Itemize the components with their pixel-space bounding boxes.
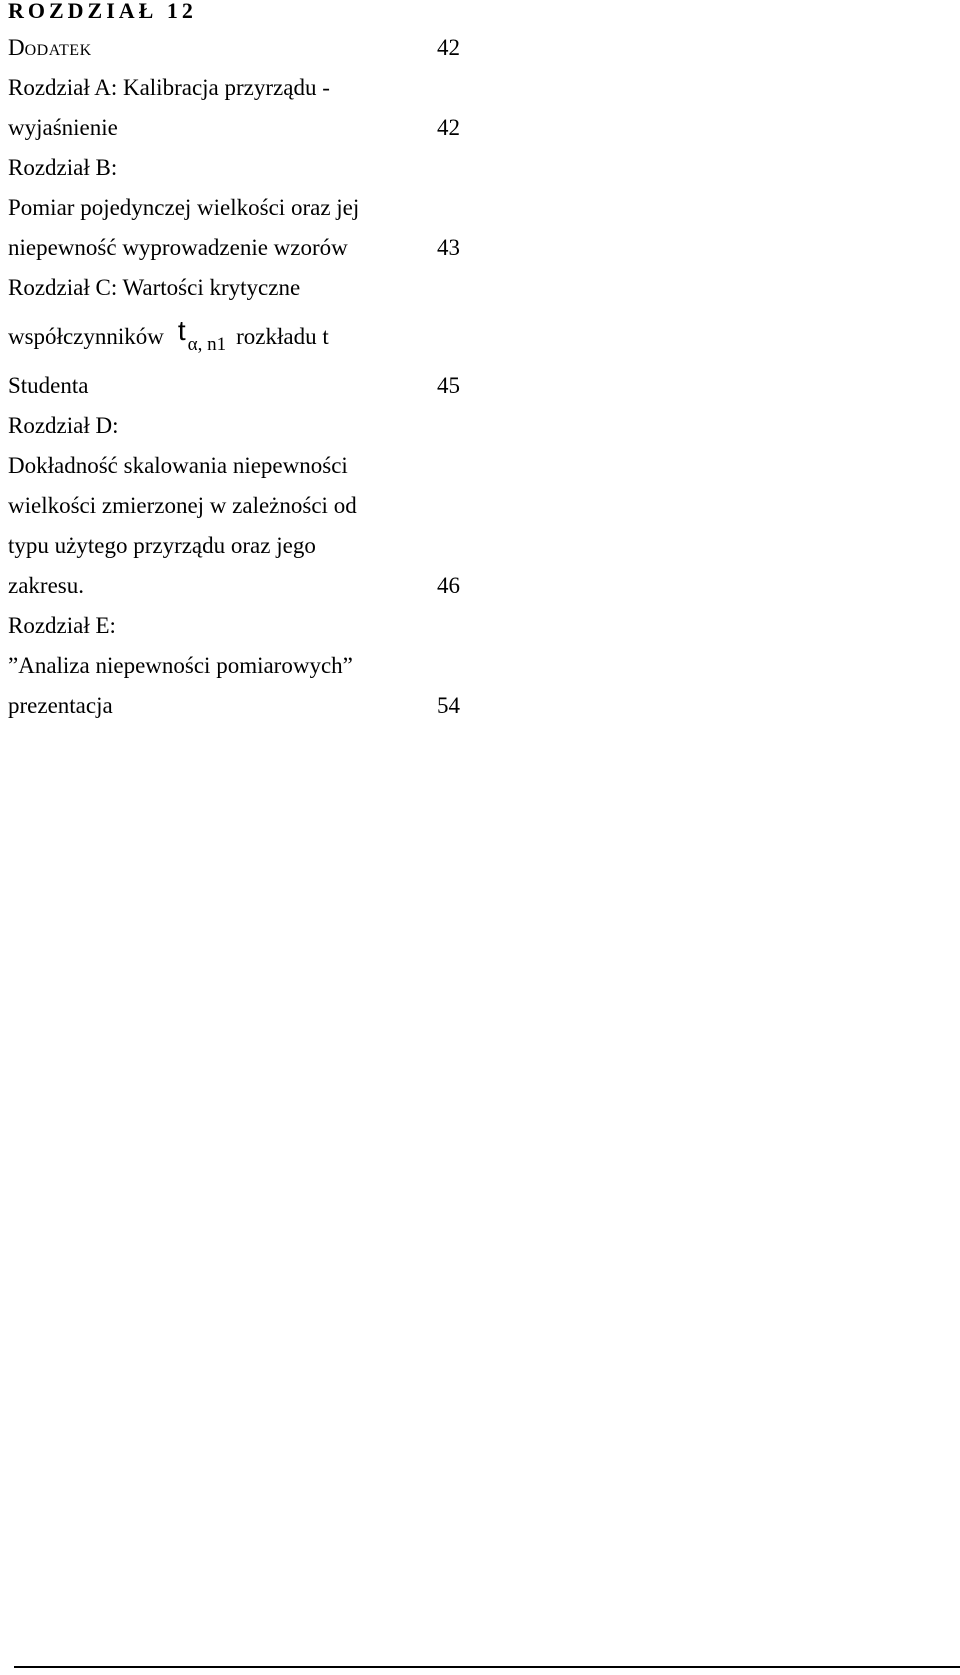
toc-entry-text: Rozdział D:	[8, 413, 119, 438]
toc-entry-text: niepewność wyprowadzenie wzorów	[8, 235, 348, 260]
toc-entry-text: Pomiar pojedynczej wielkości oraz jej	[8, 195, 360, 220]
math-line-before: współczynników	[8, 324, 164, 349]
toc-entry-text: Studenta	[8, 373, 89, 398]
toc-entry-line[interactable]	[8, 148, 460, 188]
toc-entry-text	[8, 28, 92, 68]
toc-entry-line[interactable]	[8, 366, 460, 406]
toc-entry-text: Rozdział A: Kalibracja przyrządu -	[8, 75, 330, 100]
toc-entry-text: Rozdział E:	[8, 613, 116, 638]
toc-entry-line[interactable]	[8, 566, 460, 606]
toc-entry-line[interactable]	[8, 526, 460, 566]
toc-entry-line[interactable]	[8, 68, 460, 108]
toc-entry-line[interactable]	[8, 606, 460, 646]
toc-page-number: 45	[437, 373, 460, 398]
toc-page-number: 42	[437, 115, 460, 140]
toc-entry-line[interactable]	[8, 188, 460, 228]
toc-entry-line[interactable]	[8, 268, 460, 308]
t-subscript: α, n1	[187, 334, 227, 355]
dodatek-rest: odatek	[24, 35, 92, 60]
toc-entry-line[interactable]	[8, 108, 460, 148]
toc-entry-dodatek[interactable]	[8, 28, 460, 68]
toc-entry-text: wielkości zmierzonej w zależności od	[8, 493, 357, 518]
toc-entry-line[interactable]	[8, 646, 460, 686]
toc-entry-text: prezentacja	[8, 693, 113, 718]
toc-entry-line[interactable]	[8, 406, 460, 446]
toc-entry-text: ”Analiza niepewności pomiarowych”	[8, 653, 353, 678]
toc-entry-text: Rozdział B:	[8, 155, 118, 180]
chapter-heading: ROZDZIAŁ 12	[8, 0, 197, 23]
toc-page-number: 43	[437, 235, 460, 260]
toc-entry-text: zakresu.	[8, 573, 84, 598]
bottom-rule	[14, 1666, 960, 1668]
toc-page-number: 42	[437, 35, 460, 60]
toc-entry-line[interactable]	[8, 486, 460, 526]
math-line-after: rozkładu t	[236, 324, 329, 349]
toc-entry-text: wyjaśnienie	[8, 115, 118, 140]
dodatek-initial: D	[8, 35, 25, 60]
toc-entry-text: Rozdział C: Wartości krytyczne	[8, 275, 301, 300]
table-of-contents	[8, 0, 460, 726]
t-symbol: t	[177, 315, 186, 346]
toc-page-number: 54	[437, 693, 460, 718]
toc-entry-math-line[interactable]	[8, 308, 460, 366]
toc-entry-line[interactable]	[8, 686, 460, 726]
toc-entry-line[interactable]	[8, 228, 460, 268]
toc-entry-text: typu użytego przyrządu oraz jego	[8, 533, 316, 558]
toc-page-number: 46	[437, 573, 460, 598]
toc-entry-text: Dokładność skalowania niepewności	[8, 453, 348, 478]
toc-entry-line[interactable]	[8, 446, 460, 486]
